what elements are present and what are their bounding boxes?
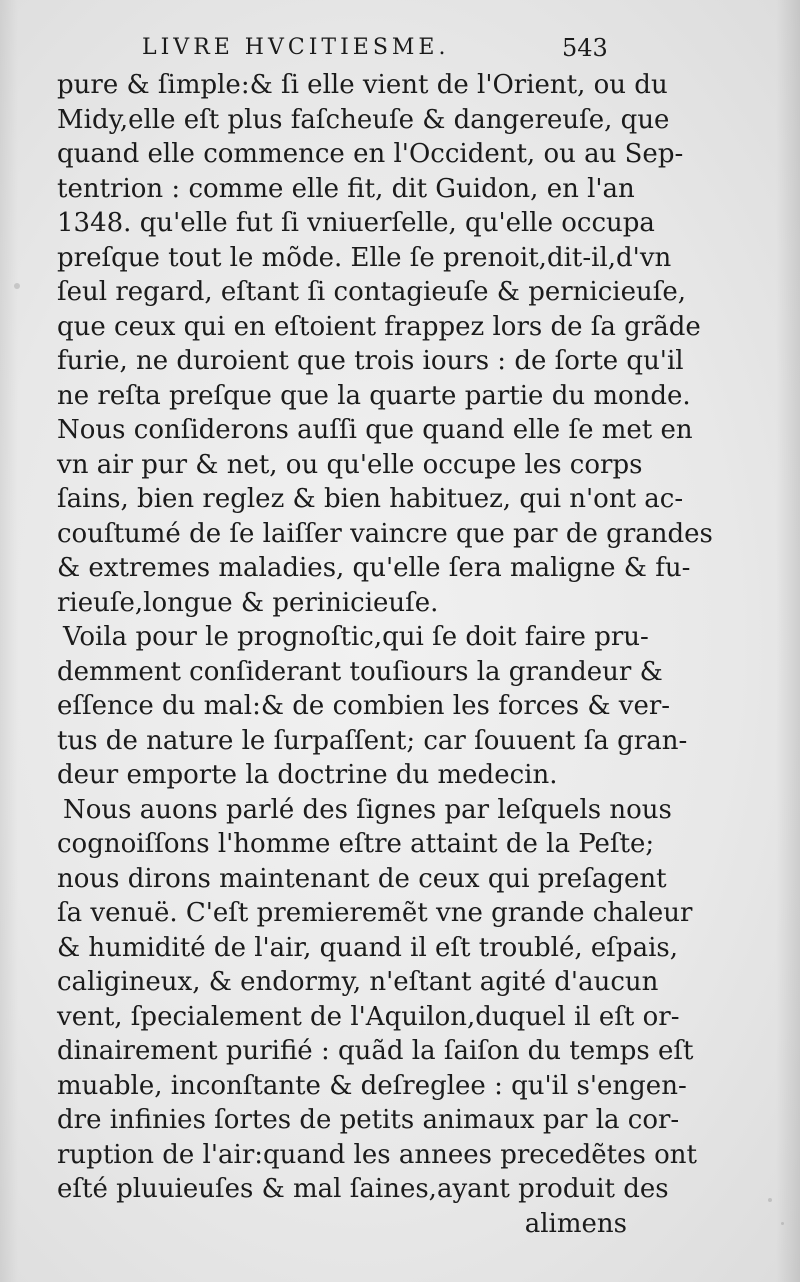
- text-line: preſque tout le mõde. Elle ſe prenoit,dit-il,d'vn: [57, 242, 672, 273]
- text-line: nous dirons maintenant de ceux qui preſagent: [57, 863, 667, 894]
- text-line: ne reſta preſque que la quarte partie du monde.: [57, 380, 691, 411]
- running-head: LIVRE HVCITIESME.: [142, 35, 450, 60]
- page-header: [0, 33, 800, 63]
- body-text: [57, 68, 713, 1241]
- text-line: que ceux qui en eſtoient frappez lors de ſa grãde: [57, 311, 701, 342]
- text-line: caligineux, & endormy, n'eſtant agité d'aucun: [57, 967, 659, 997]
- text-line: Nous conſiderons auſſi que quand elle ſe met en: [57, 415, 693, 445]
- text-line: demment conſiderant touſiours la grandeur &: [57, 656, 663, 687]
- ink-speck: [14, 283, 20, 289]
- text-line: Midy,elle eſt plus faſcheuſe & dangereuſe, que: [57, 104, 670, 135]
- text-line: quand elle commence en l'Occident, ou au Sep-: [57, 139, 684, 169]
- text-line: couſtumé de ſe laiſſer vaincre que par de grandes: [57, 518, 713, 549]
- text-line: eſté pluuieuſes & mal ſaines,ayant produit des: [57, 1174, 669, 1204]
- ink-speck: [781, 1222, 784, 1225]
- catchword: alimens: [524, 1208, 627, 1239]
- ink-speck: [768, 1198, 772, 1202]
- text-line: ſeul regard, eſtant ſi contagieuſe & pernicieuſe,: [57, 277, 687, 307]
- text-line: dre infinies ſortes de petits animaux par la cor-: [57, 1105, 680, 1135]
- text-line: ſains, bien reglez & bien habituez, qui n'ont ac-: [57, 484, 684, 514]
- text-line: deur emporte la doctrine du medecin.: [57, 760, 558, 790]
- text-line: tentrion : comme elle fit, dit Guidon, en l'an: [57, 173, 635, 204]
- text-line: tus de nature le ſurpaſſent; car ſouuent ſa gran-: [57, 725, 688, 756]
- page-left-shadow: [0, 0, 18, 1282]
- text-line: vent, ſpecialement de l'Aquilon,duquel il eſt or-: [57, 1001, 680, 1032]
- text-line: pure & ſimple:& ſi elle vient de l'Orient, ou du: [57, 70, 668, 100]
- page-number: 543: [562, 34, 608, 62]
- text-line: furie, ne duroient que trois iours : de ſorte qu'il: [57, 346, 684, 376]
- text-line: eſſence du mal:& de combien les forces & ver-: [57, 691, 671, 721]
- text-line: 1348. qu'elle fut ſi vniuerſelle, qu'elle occupa: [57, 208, 655, 238]
- text-line: ſa venuë. C'eſt premieremẽt vne grande chaleur: [57, 898, 693, 928]
- text-line: ruption de l'air:quand les annees precedẽtes ont: [57, 1139, 697, 1170]
- text-line: dinairement purifié : quãd la ſaiſon du temps eſt: [57, 1036, 694, 1066]
- text-line: Voila pour le prognoſtic,qui ſe doit faire pru-: [63, 622, 649, 652]
- text-line: cognoiſſons l'homme eſtre attaint de la Peſte;: [57, 829, 655, 859]
- text-line: vn air pur & net, ou qu'elle occupe les corps: [57, 449, 643, 480]
- text-line: Nous auons parlé des ſignes par leſquels nous: [63, 794, 672, 825]
- text-line: & humidité de l'air, quand il eſt troublé, eſpais,: [57, 932, 678, 963]
- text-line: rieuſe,longue & perinicieuſe.: [57, 587, 439, 618]
- text-line: & extremes maladies, qu'elle ſera maligne & fu-: [57, 553, 691, 583]
- text-line: muable, inconſtante & deſreglee : qu'il s'engen-: [57, 1070, 687, 1101]
- page-right-shadow: [776, 0, 800, 1282]
